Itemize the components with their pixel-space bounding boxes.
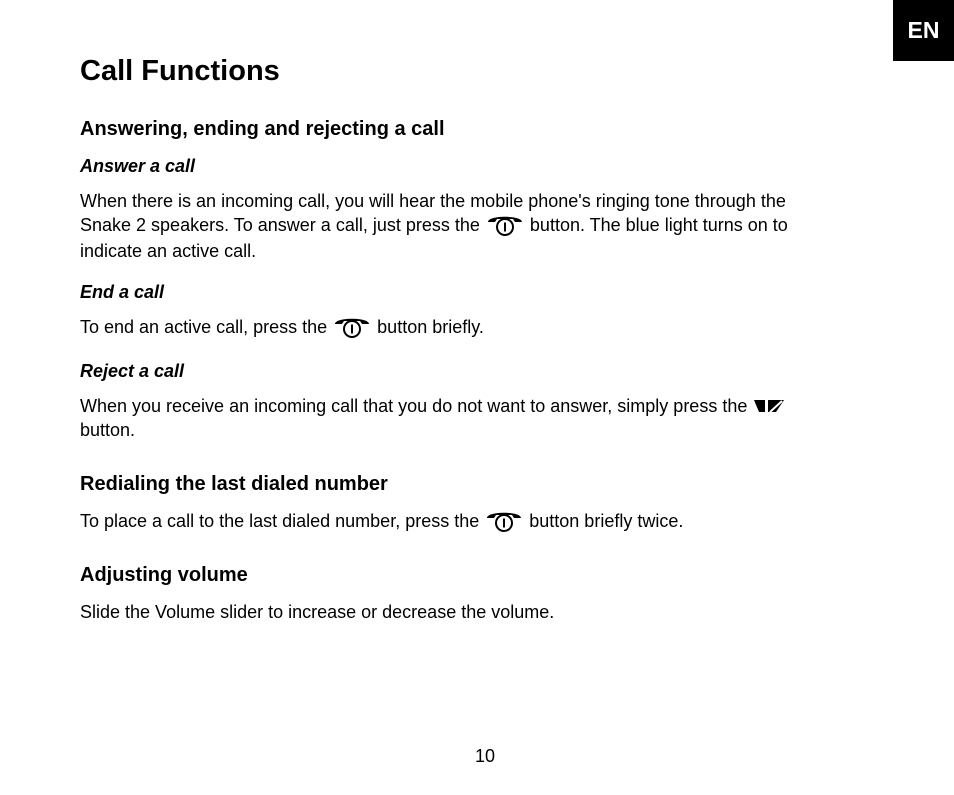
answer-call-line-1: When there is an incoming call, you will hear the mobile phone's ringing tone through the [80,191,786,211]
section-heading-answering: Answering, ending and rejecting a call [80,118,445,140]
reject-call-paragraph [80,394,880,442]
reject-call-text-before: When you receive an incoming call that you do not want to answer, simply press the [80,396,748,416]
volume-paragraph [80,600,880,624]
answer-call-paragraph [80,189,880,263]
redial-paragraph [80,509,880,535]
page-number: 10 [474,746,496,766]
section-heading-redial: Redialing the last dialed number [80,473,388,495]
volume-line: Slide the Volume slider to increase or decrease the volume. [80,602,555,622]
end-call-text-before: To end an active call, press the [80,317,328,337]
subheading-answer-call: Answer a call [80,156,196,176]
page-title: Call Functions [80,55,280,87]
redial-text-after: button briefly twice. [529,511,684,531]
section-heading-volume: Adjusting volume [80,564,248,586]
reject-call-line-1 [80,394,880,418]
language-tab: EN [893,0,954,61]
subheading-end-call: End a call [80,282,165,302]
answer-call-text-after: button. The blue light turns on to [529,215,788,235]
answer-call-text-before: Snake 2 speakers. To answer a call, just press the [80,215,480,235]
reject-button-icon [752,397,786,415]
call-button-icon [332,314,372,340]
end-call-text-after: button briefly. [377,317,484,337]
end-call-line [80,315,880,341]
answer-call-line-3: indicate an active call. [80,241,257,262]
end-call-paragraph [80,315,880,341]
call-button-icon [484,508,524,534]
redial-line [80,509,880,535]
call-button-icon [485,212,525,238]
answer-call-line-2 [80,213,880,239]
reject-call-line-2: button. [80,420,136,440]
subheading-reject-call: Reject a call [80,361,185,381]
redial-text-before: To place a call to the last dialed number, press the [80,511,480,531]
